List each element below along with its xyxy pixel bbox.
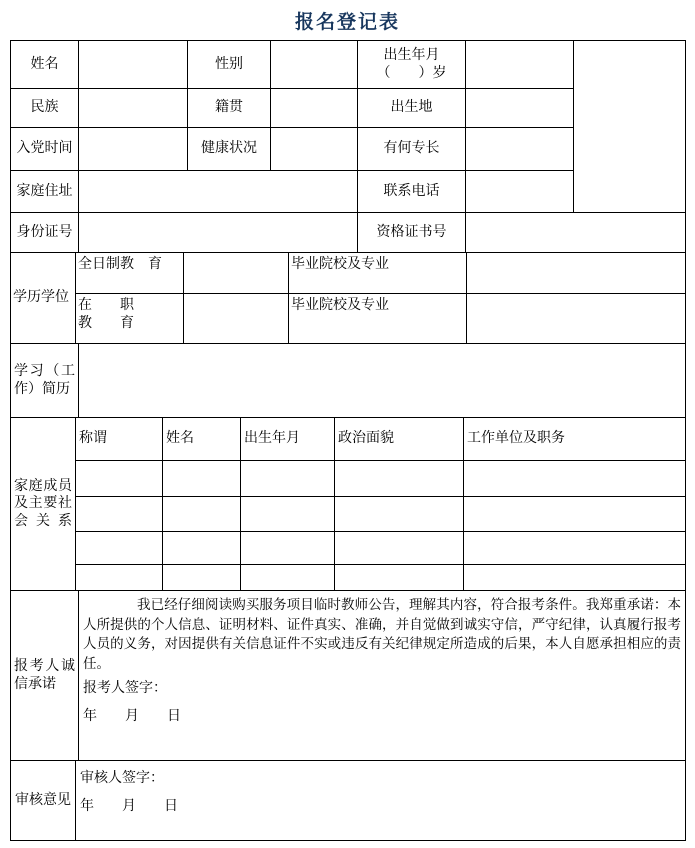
family-birthdate-cell[interactable] xyxy=(241,461,335,497)
education-table xyxy=(10,252,686,344)
family-workunit-cell[interactable] xyxy=(464,497,686,532)
family-relation-cell[interactable] xyxy=(76,461,163,497)
family-header-work-unit: 工作单位及职务 xyxy=(464,418,686,461)
pledge-statement: 我已经仔细阅读购买服务项目临时教师公告，理解其内容，符合报考条件。我郑重承诺：本人所提供的个人信息、证明材料、证件真实、准确，并自觉做到诚实守信，严守纪律，认真履行报考人员的义务，对因提供有关信息证件不实或违反有关纪律规定所造成的后果，本人自愿承担相应的责任。 xyxy=(83,597,681,671)
health-input-cell[interactable] xyxy=(271,128,358,171)
resume-section-label: 学习（工作）简历 xyxy=(11,344,79,418)
family-relation-cell[interactable] xyxy=(76,532,163,565)
health-label: 健康状况 xyxy=(188,128,271,171)
family-name-cell[interactable] xyxy=(163,532,241,565)
gender-label: 性别 xyxy=(188,41,271,89)
family-name-cell[interactable] xyxy=(163,497,241,532)
family-table xyxy=(10,417,686,591)
certificate-number-label: 资格证书号 xyxy=(358,213,466,253)
family-header-political-status: 政治面貌 xyxy=(335,418,464,461)
family-birthdate-cell[interactable] xyxy=(241,497,335,532)
family-header-birthdate: 出生年月 xyxy=(241,418,335,461)
applicant-signature-label: 报考人签字： xyxy=(83,681,167,697)
reviewer-date-label: 年 月 日 xyxy=(80,798,178,814)
family-political-cell[interactable] xyxy=(335,497,464,532)
family-row xyxy=(11,532,686,565)
birthdate-label xyxy=(358,41,466,89)
contact-phone-input-cell[interactable] xyxy=(466,171,574,213)
review-table xyxy=(10,760,686,841)
onjob-school-label: 毕业院校及专业 xyxy=(289,294,467,344)
name-input-cell[interactable] xyxy=(79,41,188,89)
family-header-name: 姓名 xyxy=(163,418,241,461)
resume-input-cell[interactable] xyxy=(79,344,686,418)
birthdate-input-cell[interactable] xyxy=(466,41,574,89)
native-place-input-cell[interactable] xyxy=(271,89,358,128)
family-workunit-cell[interactable] xyxy=(464,565,686,591)
ethnicity-input-cell[interactable] xyxy=(79,89,188,128)
applicant-date-label: 年 月 日 xyxy=(83,708,181,724)
pledge-content-cell[interactable] xyxy=(79,591,686,761)
family-section-label: 家庭成员及主要社会关系 xyxy=(11,418,76,591)
birthdate-label-line2: （ ）岁 xyxy=(376,65,447,81)
home-address-input-cell[interactable] xyxy=(79,171,358,213)
party-time-input-cell[interactable] xyxy=(79,128,188,171)
fulltime-education-label: 全日制教 育 xyxy=(76,253,184,294)
basic-info-table xyxy=(10,40,686,253)
family-birthdate-cell[interactable] xyxy=(241,565,335,591)
pledge-table xyxy=(10,590,686,761)
resume-table xyxy=(10,343,686,418)
specialty-label: 有何专长 xyxy=(358,128,466,171)
family-name-cell[interactable] xyxy=(163,461,241,497)
family-row xyxy=(11,461,686,497)
party-time-label: 入党时间 xyxy=(11,128,79,171)
family-workunit-cell[interactable] xyxy=(464,461,686,497)
name-label: 姓名 xyxy=(11,41,79,89)
family-row xyxy=(11,565,686,591)
specialty-input-cell[interactable] xyxy=(466,128,574,171)
certificate-number-input-cell[interactable] xyxy=(466,213,686,253)
ethnicity-label: 民族 xyxy=(11,89,79,128)
family-birthdate-cell[interactable] xyxy=(241,532,335,565)
onjob-school-input-cell[interactable] xyxy=(467,294,686,344)
family-political-cell[interactable] xyxy=(335,532,464,565)
onjob-education-input-cell[interactable] xyxy=(184,294,289,344)
page-title: 报名登记表 xyxy=(294,12,400,33)
id-number-input-cell[interactable] xyxy=(79,213,358,253)
fulltime-school-label: 毕业院校及专业 xyxy=(289,253,467,294)
native-place-label: 籍贯 xyxy=(188,89,271,128)
review-content-cell[interactable] xyxy=(76,761,686,841)
onjob-education-label-line1: 在 职 xyxy=(78,298,134,313)
family-relation-cell[interactable] xyxy=(76,497,163,532)
fulltime-school-input-cell[interactable] xyxy=(467,253,686,294)
family-relation-cell[interactable] xyxy=(76,565,163,591)
onjob-education-label-line2: 教 育 xyxy=(78,315,134,331)
family-row xyxy=(11,497,686,532)
birthplace-label: 出生地 xyxy=(358,89,466,128)
birthdate-label-line1: 出生年月 xyxy=(383,48,440,63)
family-workunit-cell[interactable] xyxy=(464,532,686,565)
fulltime-education-input-cell[interactable] xyxy=(184,253,289,294)
family-header-relation: 称谓 xyxy=(76,418,163,461)
photo-box[interactable] xyxy=(574,41,686,213)
family-political-cell[interactable] xyxy=(335,565,464,591)
reviewer-signature-label: 审核人签字： xyxy=(80,771,164,786)
contact-phone-label: 联系电话 xyxy=(358,171,466,213)
id-number-label: 身份证号 xyxy=(11,213,79,253)
family-name-cell[interactable] xyxy=(163,565,241,591)
review-section-label: 审核意见 xyxy=(11,761,76,841)
birthplace-input-cell[interactable] xyxy=(466,89,574,128)
education-section-label: 学历学位 xyxy=(11,253,76,344)
onjob-education-label xyxy=(76,294,184,344)
gender-input-cell[interactable] xyxy=(271,41,358,89)
family-political-cell[interactable] xyxy=(335,461,464,497)
pledge-section-label: 报考人诚信承诺 xyxy=(11,591,79,761)
home-address-label: 家庭住址 xyxy=(11,171,79,213)
